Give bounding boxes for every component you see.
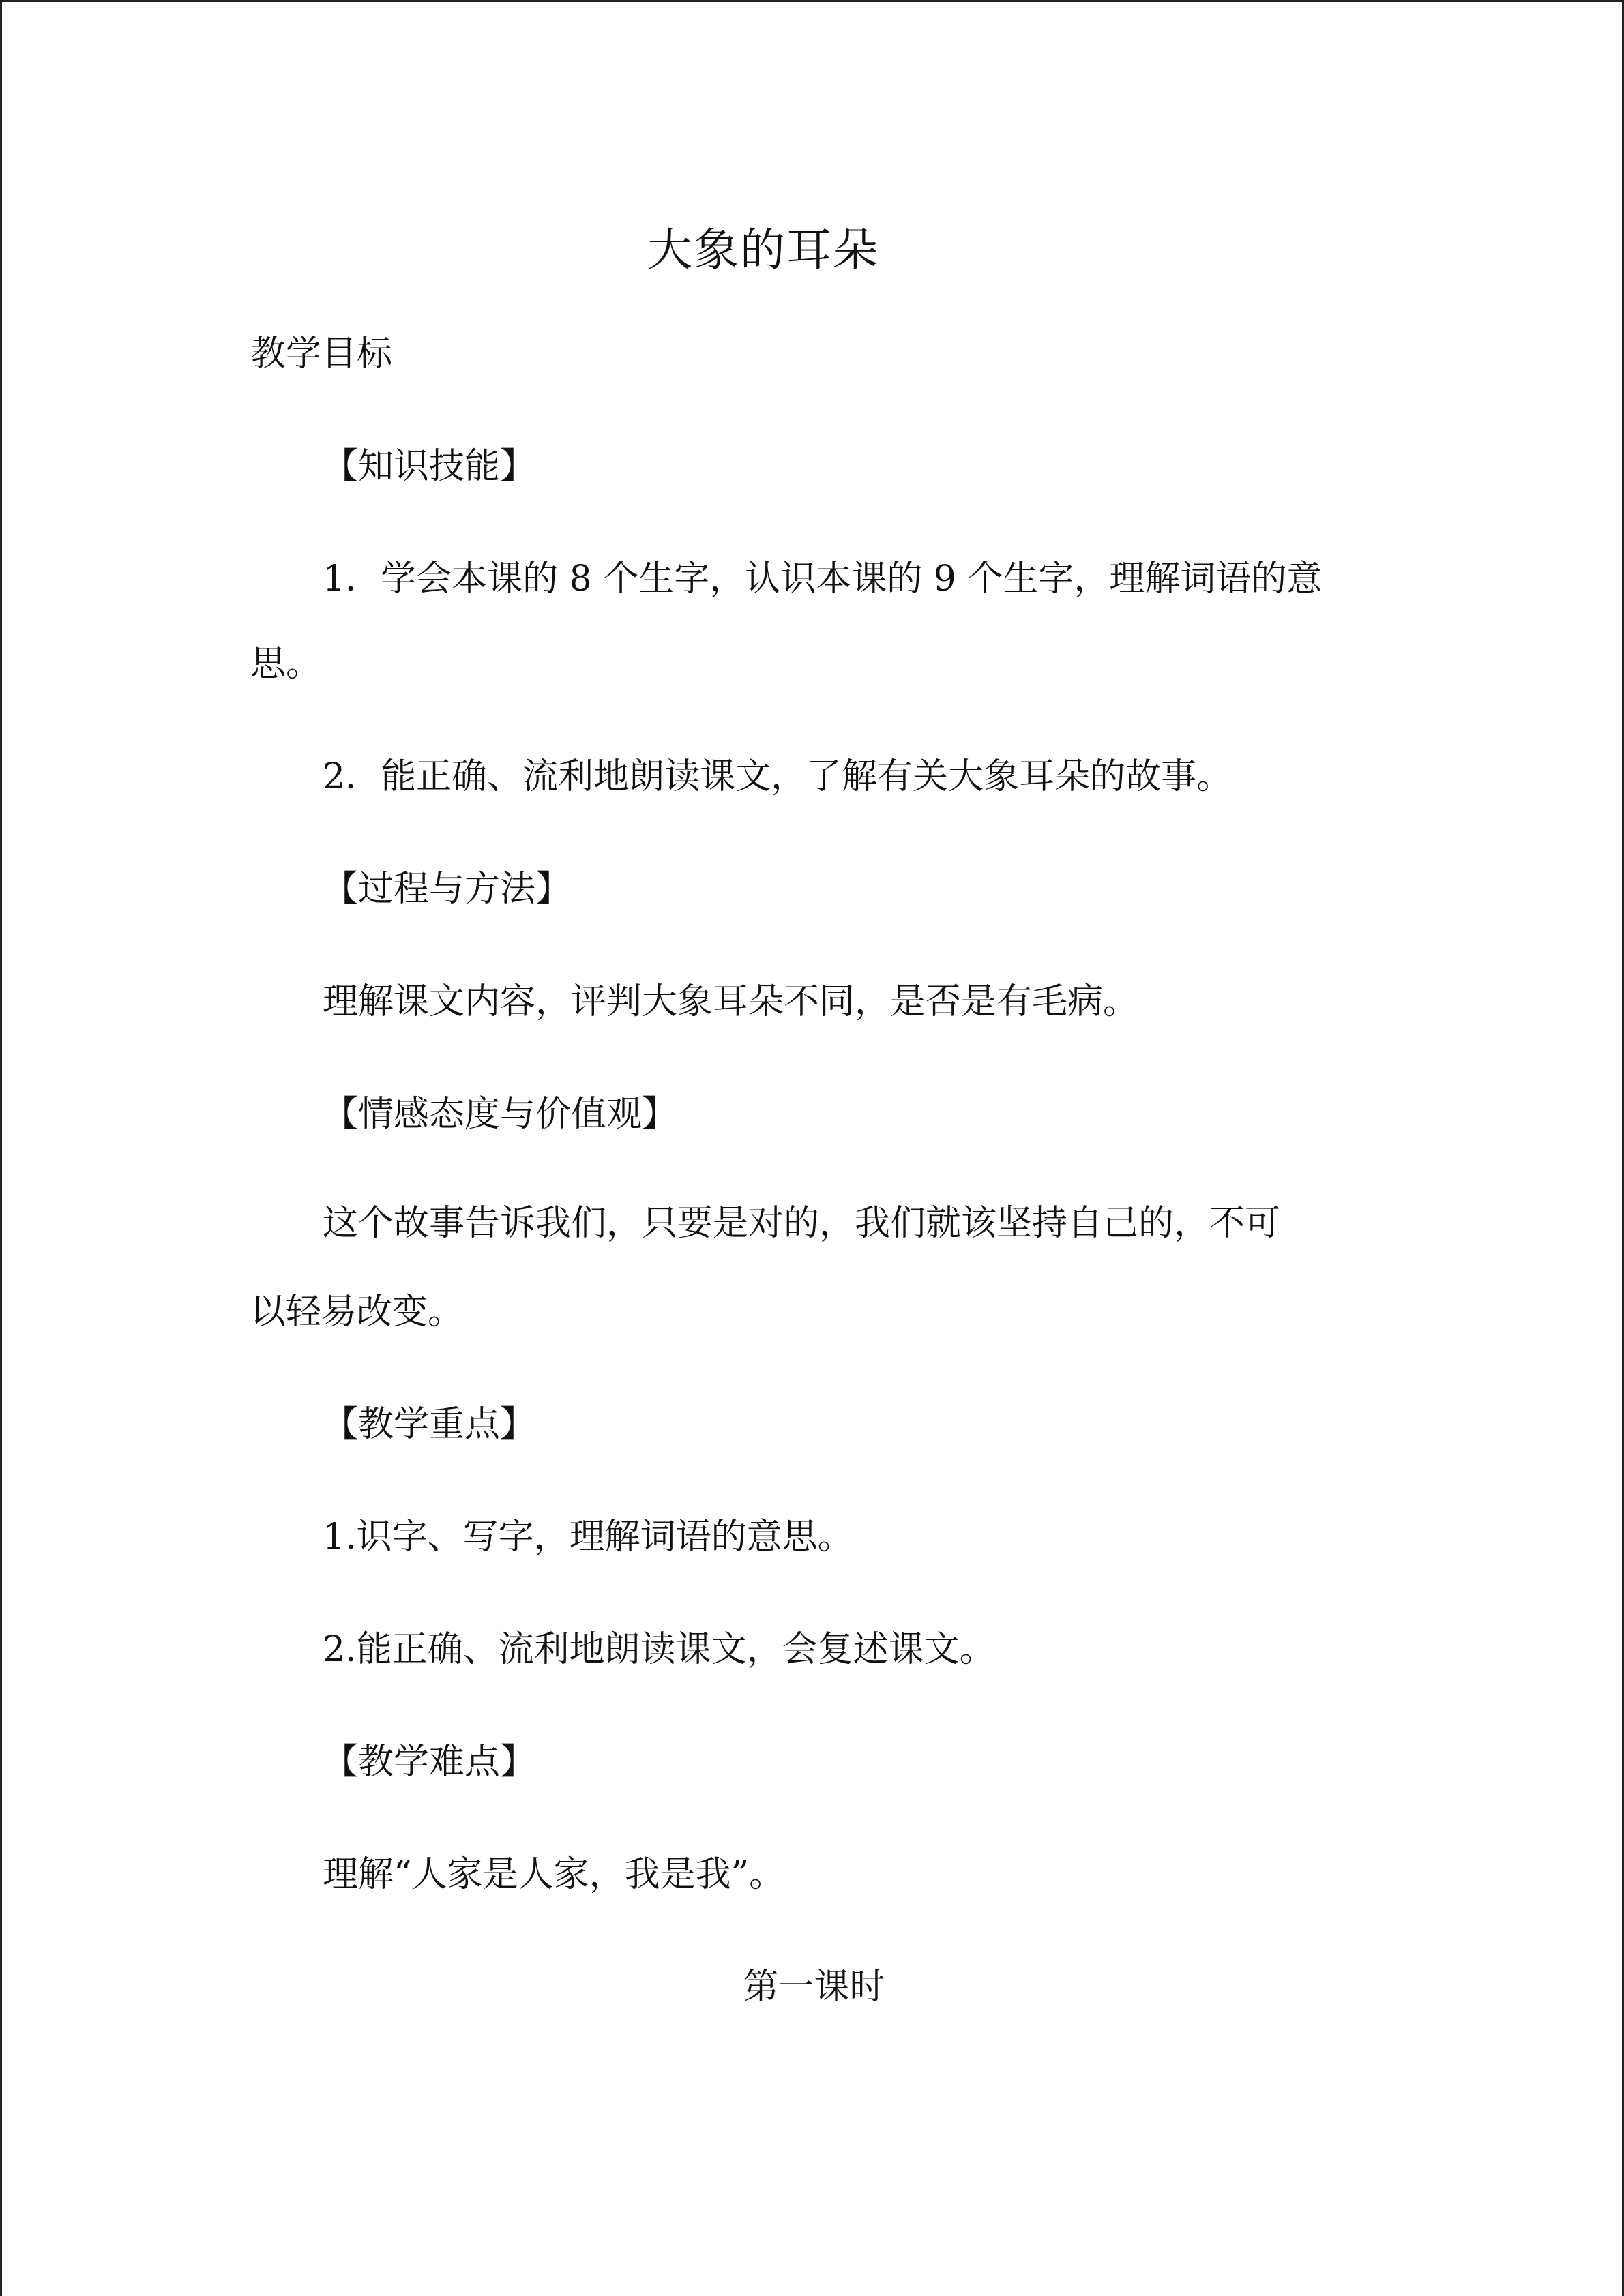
section-teaching-goals: 教学目标 — [250, 333, 393, 374]
paragraph-key-2: 2.能正确、流利地朗读课文，会复述课文。 — [323, 1629, 995, 1670]
paragraph-process: 理解课文内容，评判大象耳朵不同，是否是有毛病。 — [323, 981, 1139, 1022]
document-title: 大象的耳朵 — [647, 224, 879, 276]
subsection-process-method: 【过程与方法】 — [323, 869, 572, 910]
paragraph-key-1: 1.识字、写字，理解词语的意思。 — [323, 1517, 853, 1557]
paragraph-goal-1: 1．学会本课的 8 个生字，认识本课的 9 个生字，理解词语的意 — [323, 558, 1323, 599]
subsection-knowledge-skills: 【知识技能】 — [323, 446, 536, 487]
paragraph-emotion-cont: 以轻易改变。 — [250, 1292, 464, 1332]
paragraph-difficulty: 理解“人家是人家，我是我”。 — [323, 1854, 785, 1895]
subsection-key-points: 【教学重点】 — [323, 1404, 536, 1445]
paragraph-emotion: 这个故事告诉我们，只要是对的，我们就该坚持自己的，不可 — [323, 1203, 1281, 1244]
paragraph-goal-1-cont: 思。 — [250, 644, 322, 685]
section-heading-first-lesson: 第一课时 — [743, 1967, 885, 2008]
subsection-difficulty: 【教学难点】 — [323, 1742, 536, 1783]
paragraph-goal-2: 2．能正确、流利地朗读课文，了解有关大象耳朵的故事。 — [323, 756, 1232, 797]
subsection-emotion-values: 【情感态度与价值观】 — [323, 1094, 678, 1135]
